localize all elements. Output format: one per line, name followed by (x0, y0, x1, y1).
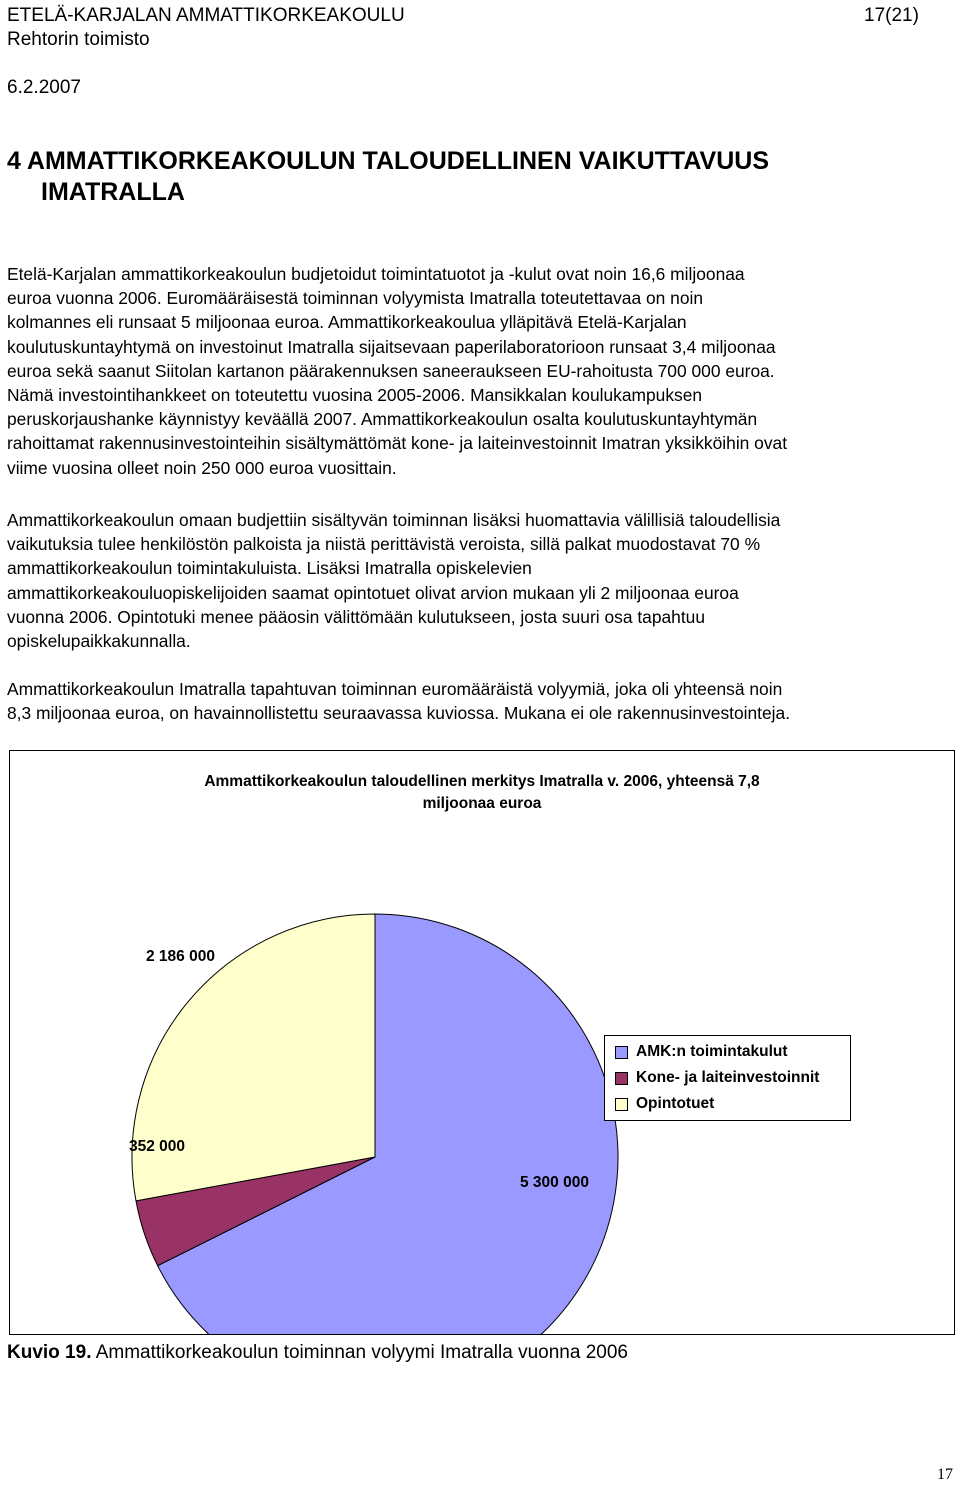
paragraph-line: ammattikorkeakoulun toimintakuluista. Lisäksi Imatralla opiskelevien (7, 558, 532, 579)
header-organization: ETELÄ-KARJALAN AMMATTIKORKEAKOULU (7, 5, 405, 26)
paragraph-line: ammattikorkeakouluopiskelijoiden saamat opintotuet olivat arvion mukaan yli 2 miljoonaa euroa (7, 582, 739, 603)
chart-legend (604, 1035, 851, 1121)
legend-label: Kone- ja laiteinvestoinnit (636, 1069, 820, 1086)
paragraph-line: euroa sekä saanut Siitolan kartanon päärakennuksen saneeraukseen EU-rahoitusta 700 000 euroa. (7, 360, 775, 381)
paragraph-line: Ammattikorkeakoulun omaan budjettiin sisältyvän toiminnan lisäksi huomattavia välillisiä taloudellisia (7, 510, 781, 530)
chart-title-line1: Ammattikorkeakoulun taloudellinen merkitys Imatralla v. 2006, yhteensä 7,8 (204, 773, 760, 790)
chart-frame (9, 750, 955, 1335)
paragraph-line: vaikutuksia tulee henkilöstön palkoista ja niistä perittävistä veroista, sillä palkat muodostavat 70 % (7, 534, 761, 555)
section-title-line2: IMATRALLA (41, 178, 185, 206)
paragraph-line: kolmannes eli runsaat 5 miljoonaa euroa. Ammattikorkeakoulua ylläpitävä Etelä-Karjalan (7, 312, 687, 333)
paragraph-line: 8,3 miljoonaa euroa, on havainnollistettu seuraavassa kuviossa. Mukana ei ole rakennusinvestointeja. (7, 703, 791, 724)
paragraph-line: viime vuosina olleet noin 250 000 euroa vuosittain. (7, 457, 397, 478)
paragraph-line: euroa vuonna 2006. Euromääräisestä toiminnan volyymista Imatralla toteutettavaa on noin (7, 288, 704, 309)
paragraph-line: Etelä-Karjalan ammattikorkeakoulun budjetoidut toimintatuotot ja -kulut ovat noin 16,6 miljoonaa (7, 264, 745, 284)
legend-label: Opintotuet (636, 1095, 715, 1112)
paragraph-line: koulutuskuntayhtymä on investoinut Imatralla sijaitsevaan paperilaboratorioon runsaat 3,4 miljoonaa (7, 336, 776, 357)
header-date: 6.2.2007 (7, 77, 81, 98)
section-title-line1: 4 AMMATTIKORKEAKOULUN TALOUDELLINEN VAIKUTTAVUUS (7, 147, 769, 175)
paragraph-line: rahoittamat rakennusinvestointeihin sisältymättömät kone- ja laiteinvestoinnit Imatran yksikköihin ovat (7, 433, 788, 454)
chart-title-line2: miljoonaa euroa (422, 795, 542, 812)
legend-item (605, 1039, 850, 1065)
paragraph-line: opiskelupaikkakunnalla. (7, 631, 191, 652)
paragraph-line: Ammattikorkeakoulun Imatralla tapahtuvan toiminnan euromääräistä volyymiä, joka oli yhteensä noin (7, 679, 783, 699)
section-title (7, 146, 769, 208)
data-label-kone: 352 000 (129, 1138, 186, 1155)
caption-prefix: Kuvio 19. (7, 1342, 92, 1363)
paragraph-line: Nämä investointihankkeet on toteutettu vuosina 2005-2006. Mansikkalan koulukampuksen (7, 385, 703, 406)
footer-page-number: 17 (937, 1466, 953, 1483)
paragraph-3 (7, 677, 790, 725)
paragraph-line: peruskorjaushanke käynnistyy keväällä 2007. Ammattikorkeakoulun osalta koulutuskuntayhtymän (7, 409, 758, 430)
paragraph-line: vuonna 2006. Opintotuki menee pääosin välittömään kulutukseen, josta suuri osa tapahtuu (7, 606, 706, 627)
legend-label: AMK:n toimintakulut (636, 1043, 788, 1060)
data-label-opintotuet: 2 186 000 (146, 948, 215, 965)
legend-swatch (615, 1098, 628, 1111)
legend-item (605, 1091, 850, 1117)
legend-swatch (615, 1072, 628, 1085)
legend-item (605, 1065, 850, 1091)
figure-caption (7, 1342, 628, 1364)
legend-swatch (615, 1046, 628, 1059)
data-label-amk: 5 300 000 (520, 1174, 589, 1191)
caption-text: Ammattikorkeakoulun toiminnan volyymi Imatralla vuonna 2006 (95, 1342, 628, 1363)
header-office: Rehtorin toimisto (7, 29, 150, 50)
paragraph-1 (7, 262, 787, 480)
paragraph-2 (7, 508, 780, 653)
header-page-of: 17(21) (864, 5, 919, 26)
